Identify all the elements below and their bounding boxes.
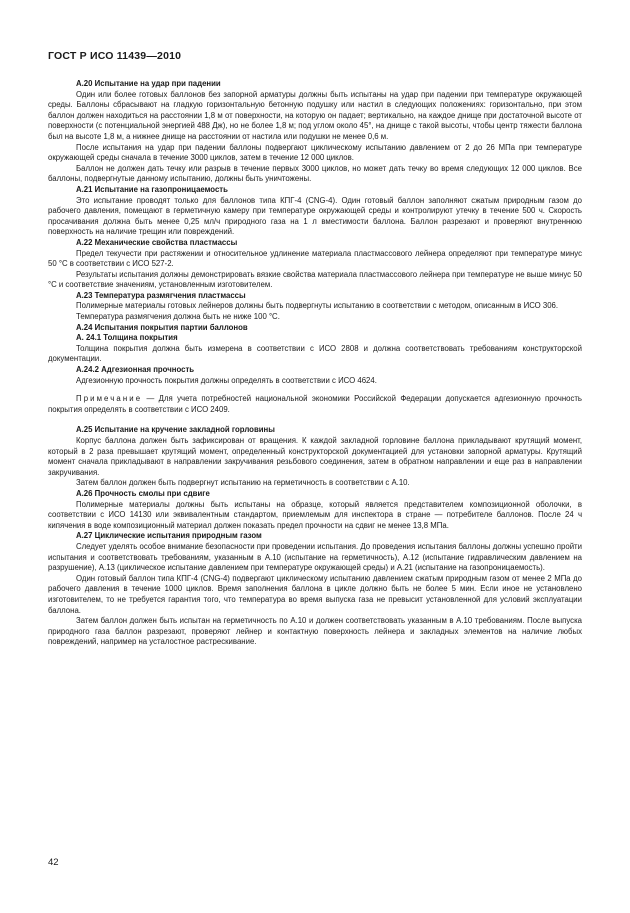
body-paragraph: Предел текучести при растяжении и относительное удлинение материала пластмассового лейнера определяют при температуре минус 50 °С в соответствии с ИСО 527-2.: [48, 248, 582, 269]
section-heading: А.25 Испытание на кручение закладной горловины: [76, 425, 275, 435]
body-paragraph: Баллон не должен дать течку или разрыв в течение первых 3000 циклов, но может дать течку во время следующих 12 000 циклов. Все баллоны, подвергнутые данному испытанию, должны быть уничтожены.: [48, 163, 582, 184]
body-paragraph: Это испытание проводят только для баллонов типа КПГ-4 (CNG-4). Один готовый баллон заполняют сжатым природным газом до рабочего давления, помещают в герметичную камеру при температуре окружающей среды и контролируют утечку в течение 500 ч. Скорость просачивания должна быть менее 0,25 мл/ч природного газа на 1 л вместимости баллона. Баллон разрезают и проверяют внутреннюю поверхность на наличие трещин или повреждений.: [48, 195, 582, 237]
body-paragraph: Один или более готовых баллонов без запорной арматуры должны быть испытаны на удар при падении при температуре окружающей среды. Баллоны сбрасывают на гладкую горизонтальную бетонную подушку или настил в следующих положениях: горизонтально, при этом баллон должен находиться на расстоянии 1,8 м от поверхности, на которую он падает; вертикально, на каждое днище при достаточной высоте от поверхности (с потенциальной энергией 488 Дж), но не более 1,8 м; под углом около 45°, на днище с такой высоты, чтобы центр тяжести баллона был на высоте 1,8 м, а нижнее днище на расстоянии от настила или подушки не менее 0,6 м.: [48, 89, 582, 141]
body-paragraph: Следует уделять особое внимание безопасности при проведении испытания. До проведения испытания баллоны должны успешно пройти испытания и соответствовать требованиям, указанным в А.10 (испытание на герметичность), А.12 (испытание гидравлическим давлением на разрушение), А.13 (циклическое испытание давлением при температуре окружающей среды) и А.21 (испытание на газопроницаемость).: [48, 541, 582, 573]
section-heading: А.26 Прочность смолы при сдвиге: [76, 488, 210, 498]
body-paragraph: Затем баллон должен быть подвергнут испытанию на герметичность в соответствии с А.10.: [76, 478, 410, 488]
body-paragraph: Толщина покрытия должна быть измерена в соответствии с ИСО 2808 и должна соответствовать требованиям конструкторской документации.: [48, 343, 582, 364]
page-number: 42: [48, 857, 59, 868]
section-heading: А.24 Испытания покрытия партии баллонов: [76, 322, 248, 332]
document-body: [48, 79, 582, 648]
section-heading: А. 24.1 Толщина покрытия: [76, 333, 178, 343]
document-header: ГОСТ Р ИСО 11439—2010: [48, 50, 182, 62]
note-paragraph: [48, 394, 582, 415]
section-heading: А.21 Испытание на газопроницаемость: [76, 184, 228, 194]
section-heading: А.24.2 Адгезионная прочность: [76, 365, 195, 375]
body-paragraph: Температура размягчения должна быть не ниже 100 °С.: [76, 312, 280, 322]
body-paragraph: Адгезионную прочность покрытия должны определять в соответствии с ИСО 4624.: [76, 375, 377, 385]
body-paragraph: После испытания на удар при падении баллоны подвергают циклическому испытанию давлением от 2 до 26 МПа при температуре окружающей среды сначала в течение 3000 циклов, затем в течение 12 000 циклов.: [48, 142, 582, 163]
body-paragraph: Полимерные материалы готовых лейнеров должны быть подвергнуты испытанию в соответствии с методом, описанным в ИСО 306.: [76, 301, 559, 311]
section-heading: А.22 Механические свойства пластмассы: [76, 237, 238, 247]
body-paragraph: Один готовый баллон типа КПГ-4 (CNG-4) подвергают циклическому испытанию давлением сжатым природным газом от менее 2 МПа до рабочего давления в течение 1000 циклов. Время заполнения баллона в цикле должно быть не более 5 мин. Если иное не установлено изготовителем, то не требуется гарантия того, что температура во время выпуска газа не превысит установленной для условий эксплуатации баллона.: [48, 573, 582, 615]
note-label: Примечание: [76, 394, 143, 404]
body-paragraph: Полимерные материалы должны быть испытаны на образце, который является представителем композиционной оболочки, в соответствии с ИСО 14130 или эквивалентным стандартом, приемлемым для инспектора в стране — потребителе баллонов. После 24 ч кипячения в воде композиционный материал должен показать предел прочности на сдвиг не менее 13,8 МПа.: [48, 499, 582, 530]
body-paragraph: Корпус баллона должен быть зафиксирован от вращения. К каждой закладной горловине баллона прикладывают крутящий момент, который в 2 раза превышает крутящий момент, определенный конструкторской документацией для установки запорной арматуры. Крутящий момент сначала прикладывают в направлении закручивания резьбового соединения, затем в обратном направлении и еще раз в направлении закручивания.: [48, 436, 582, 477]
body-paragraph: Затем баллон должен быть испытан на герметичность по А.10 и должен соответствовать указанным в А.10 требованиям. После выпуска природного газа баллон разрезают, проверяют лейнер и контактную поверхность лейнера и закладных элементов на наличие любых повреждений, например на усталостное растрескивание.: [48, 616, 582, 647]
section-heading: А.20 Испытание на удар при падении: [76, 79, 221, 88]
note-text: — Для учета потребностей национальной экономики Российской Федерации допускается адгезионную прочность покрытия определять в соответствии с ИСО 2409.: [48, 394, 582, 414]
body-paragraph: Результаты испытания должны демонстрировать вязкие свойства материала пластмассового лейнера при температуре не выше минус 50 °С и соответствие значениям, установленным изготовителем.: [48, 269, 582, 290]
section-heading: А.23 Температура размягчения пластмассы: [76, 290, 246, 300]
section-heading: А.27 Циклические испытания природным газом: [76, 531, 262, 541]
